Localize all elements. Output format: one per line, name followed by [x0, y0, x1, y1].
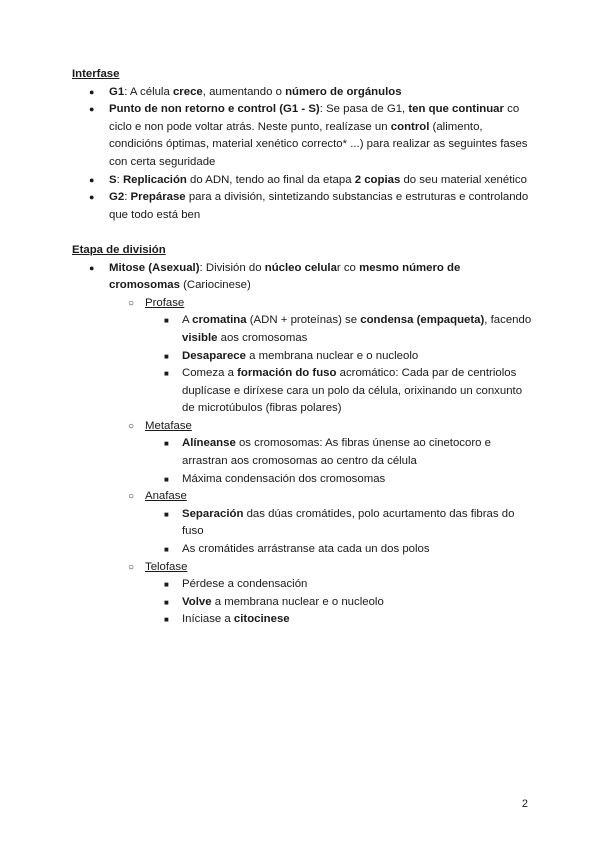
item-text: [182, 437, 491, 467]
text-run: : A célula: [124, 85, 173, 98]
square-bullet-icon: ■: [164, 615, 169, 625]
interfase-list: [72, 84, 532, 225]
text-run: co ciclo e non pode voltar atrás. Neste punto, realízase un: [109, 103, 520, 133]
bold-text: S: [109, 173, 117, 186]
text-run: r co: [336, 261, 360, 274]
item-text: [182, 473, 385, 485]
text-run: Comeza a: [182, 367, 238, 380]
list-item: [72, 101, 532, 171]
document-page: [72, 66, 532, 629]
square-bullet-icon: ■: [164, 597, 169, 607]
phase-profase: [72, 295, 532, 313]
text-run: do seu material xenético: [400, 173, 527, 186]
text-run: aos cromosomas: [217, 331, 308, 344]
bold-text: G1: [109, 85, 125, 98]
list-item: [72, 365, 532, 418]
square-bullet-icon: ■: [164, 580, 169, 590]
bold-text: G2: [109, 191, 125, 204]
bold-text: Desaparece: [182, 349, 246, 362]
text-run: , facendo: [484, 314, 532, 327]
text-run: acromático: Cada par de centriolos duplícase e diríxese cara un polo da célula, orixinando un conxunto de microtúbulos (fibras polares): [182, 367, 523, 415]
phase-title: Anafase: [145, 490, 187, 503]
text-run: (Cariocinese): [179, 279, 251, 292]
item-text: [182, 367, 522, 414]
mitose-item: [72, 260, 532, 295]
bold-text: visible: [182, 331, 218, 344]
phase-title: Metafase: [145, 419, 192, 432]
bold-text: núcleo celula: [264, 261, 337, 274]
circle-bullet-icon: ○: [128, 420, 135, 432]
text-run: do ADN, tendo ao final da etapa: [186, 173, 355, 186]
bullet-icon: ●: [89, 192, 95, 203]
text-run: As cromátides arrástranse ata cada un dos polos: [182, 543, 430, 556]
item-text: [182, 508, 514, 538]
list-item: [72, 348, 532, 366]
circle-bullet-icon: ○: [128, 491, 135, 503]
square-bullet-icon: ■: [164, 509, 169, 519]
list-item: [72, 506, 532, 541]
text-run: Máxima condensación dos cromosomas: [182, 472, 386, 485]
list-item: [72, 84, 532, 102]
list-item: [72, 576, 532, 594]
bold-text: Replicación: [122, 173, 187, 186]
bold-text: control: [390, 120, 430, 133]
bold-text: número de orgánulos: [285, 85, 402, 98]
item-text: [182, 543, 430, 555]
bold-text: 2 copias: [354, 173, 401, 186]
bold-text: Separación: [182, 507, 244, 520]
item-text: [182, 314, 531, 344]
phase-title: Profase: [145, 296, 185, 309]
text-run: Iníciase a: [182, 613, 234, 626]
bold-text: Volve: [182, 595, 212, 608]
text-run: a membrana nuclear e o nucleolo: [245, 349, 419, 362]
bold-text: Mitose (Asexual): [109, 261, 200, 274]
interfase-heading: Interfase: [72, 68, 120, 80]
bold-text: ten que continuar: [408, 103, 504, 116]
item-text: [182, 578, 307, 590]
text-run: A: [182, 314, 193, 327]
phase-telofase: [72, 559, 532, 577]
item-text: [109, 174, 527, 186]
square-bullet-icon: ■: [164, 545, 169, 555]
bold-text: condensa (empaqueta): [360, 314, 485, 327]
circle-bullet-icon: ○: [128, 561, 135, 573]
list-item: [72, 172, 532, 190]
list-item: [72, 471, 532, 489]
bullet-icon: ●: [89, 174, 95, 185]
text-run: : Se pasa de G1,: [319, 103, 409, 116]
text-run: para a división, sintetizando substancias e estruturas e controlando que todo está ben: [109, 191, 529, 221]
text-run: :: [116, 173, 123, 186]
phase-metafase: [72, 418, 532, 436]
bold-text: mesmo número de cromosomas: [109, 261, 461, 292]
item-text: [182, 613, 290, 625]
bullet-icon: ●: [89, 262, 95, 273]
bold-text: citocinese: [233, 613, 290, 626]
phase-title: Telofase: [145, 560, 188, 573]
list-item: [72, 611, 532, 629]
text-run: (alimento, condicións óptimas, material xenético correcto* ...) para realizar as seguintes fases con certa seguridade: [109, 120, 528, 168]
text-run: os cromosomas: As fibras únense ao cinetocoro e arrastran aos cromosomas ao centro da célula: [182, 437, 491, 468]
bullet-icon: ●: [89, 86, 95, 97]
list-item: [72, 312, 532, 347]
division-list: [72, 260, 532, 629]
text-run: das dúas cromátides, polo acurtamento das fibras do fuso: [182, 507, 515, 538]
item-text: [109, 262, 460, 292]
bold-text: Prepárase: [130, 191, 186, 204]
text-run: Pérdese a condensación: [182, 578, 308, 591]
bold-text: Alíneanse: [182, 437, 236, 450]
item-text: [109, 191, 528, 221]
square-bullet-icon: ■: [164, 474, 169, 484]
bold-text: crece: [172, 85, 203, 98]
item-text: [182, 596, 384, 608]
text-run: (ADN + proteínas) se: [246, 314, 361, 327]
item-text: [109, 103, 527, 168]
text-run: : División do: [199, 261, 265, 274]
circle-bullet-icon: ○: [128, 297, 135, 309]
square-bullet-icon: ■: [164, 316, 169, 326]
list-item: [72, 594, 532, 612]
text-run: , aumentando o: [202, 85, 286, 98]
phase-anafase: [72, 488, 532, 506]
text-run: :: [124, 191, 131, 204]
list-item: [72, 189, 532, 224]
text-run: a membrana nuclear e o nucleolo: [211, 595, 384, 608]
square-bullet-icon: ■: [164, 439, 169, 449]
square-bullet-icon: ■: [164, 351, 169, 361]
bold-text: cromatina: [192, 314, 247, 327]
square-bullet-icon: ■: [164, 369, 169, 379]
item-text: [109, 86, 402, 98]
list-item: [72, 435, 532, 470]
bold-text: formación do fuso: [237, 367, 337, 380]
bold-text: Punto de non retorno e control (G1 - S): [109, 103, 320, 116]
page-number: 2: [521, 798, 528, 810]
item-text: [182, 350, 418, 362]
bullet-icon: ●: [89, 104, 95, 115]
division-heading: Etapa de división: [72, 243, 166, 256]
list-item: [72, 541, 532, 559]
